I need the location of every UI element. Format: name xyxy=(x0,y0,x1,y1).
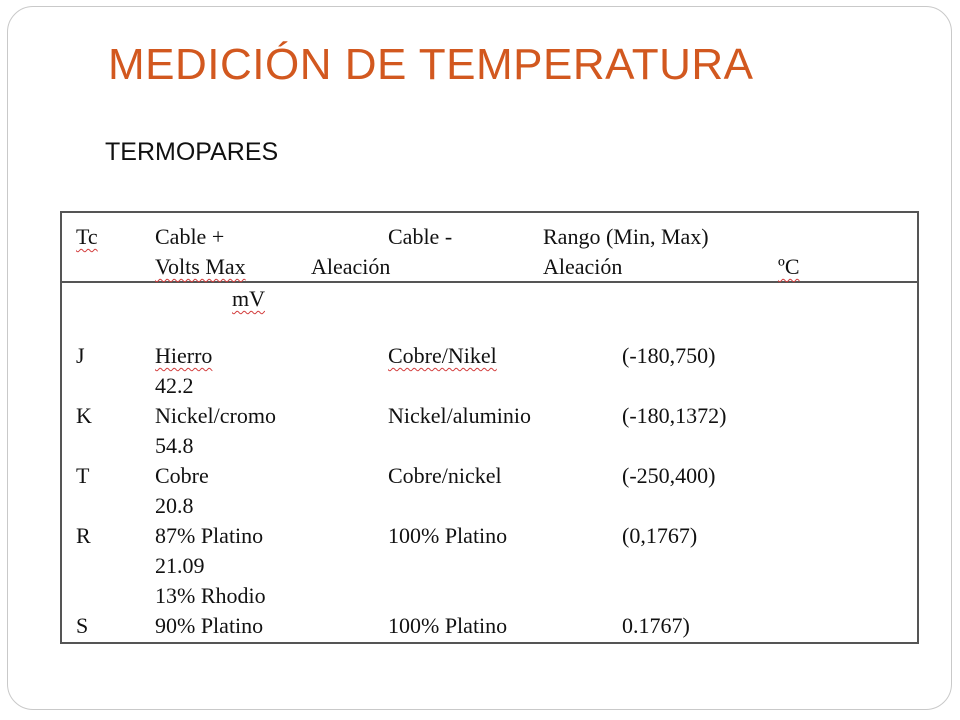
row-s-tc: S xyxy=(76,613,89,638)
row-t-cable-minus: Cobre/nickel xyxy=(388,463,502,488)
row-j-range: (-180,750) xyxy=(622,343,716,368)
row-r-range: (0,1767) xyxy=(622,523,698,548)
header-mv: mV xyxy=(232,286,265,311)
row-j-volts: 42.2 xyxy=(155,373,194,398)
row-k-tc: K xyxy=(76,403,92,428)
header-aleacion-1: Aleación xyxy=(311,254,391,279)
slide-subtitle: TERMOPARES xyxy=(105,138,279,166)
slide-title: MEDICIÓN DE TEMPERATURA xyxy=(108,40,754,89)
row-r-extra: 13% Rhodio xyxy=(155,583,266,608)
row-k-volts: 54.8 xyxy=(155,433,194,458)
row-k-range: (-180,1372) xyxy=(622,403,727,428)
row-t-cable-plus: Cobre xyxy=(155,463,209,488)
row-j-cable-plus: Hierro xyxy=(155,343,213,368)
table-header-divider xyxy=(60,281,919,283)
header-deg-c: ºC xyxy=(778,254,800,279)
row-j-cable-minus: Cobre/Nikel xyxy=(388,343,497,368)
header-volts-max: Volts Max xyxy=(155,254,246,279)
row-r-cable-minus: 100% Platino xyxy=(388,523,508,548)
header-tc: Tc xyxy=(76,224,98,249)
row-t-volts: 20.8 xyxy=(155,493,194,518)
header-cable-minus: Cable - xyxy=(388,224,453,249)
row-k-cable-minus: Nickel/aluminio xyxy=(388,403,531,428)
row-r-volts: 21.09 xyxy=(155,553,205,578)
row-s-cable-plus: 90% Platino xyxy=(155,613,264,638)
row-j-tc: J xyxy=(76,343,85,368)
row-t-range: (-250,400) xyxy=(622,463,716,488)
row-s-cable-minus: 100% Platino xyxy=(388,613,508,638)
row-t-tc: T xyxy=(76,463,90,488)
header-rango: Rango (Min, Max) xyxy=(543,224,709,249)
row-r-cable-plus: 87% Platino xyxy=(155,523,264,548)
header-aleacion-2: Aleación xyxy=(543,254,623,279)
row-k-cable-plus: Nickel/cromo xyxy=(155,403,276,428)
row-r-tc: R xyxy=(76,523,91,548)
header-cable-plus: Cable + xyxy=(155,224,225,249)
row-s-range: 0.1767) xyxy=(622,613,690,638)
